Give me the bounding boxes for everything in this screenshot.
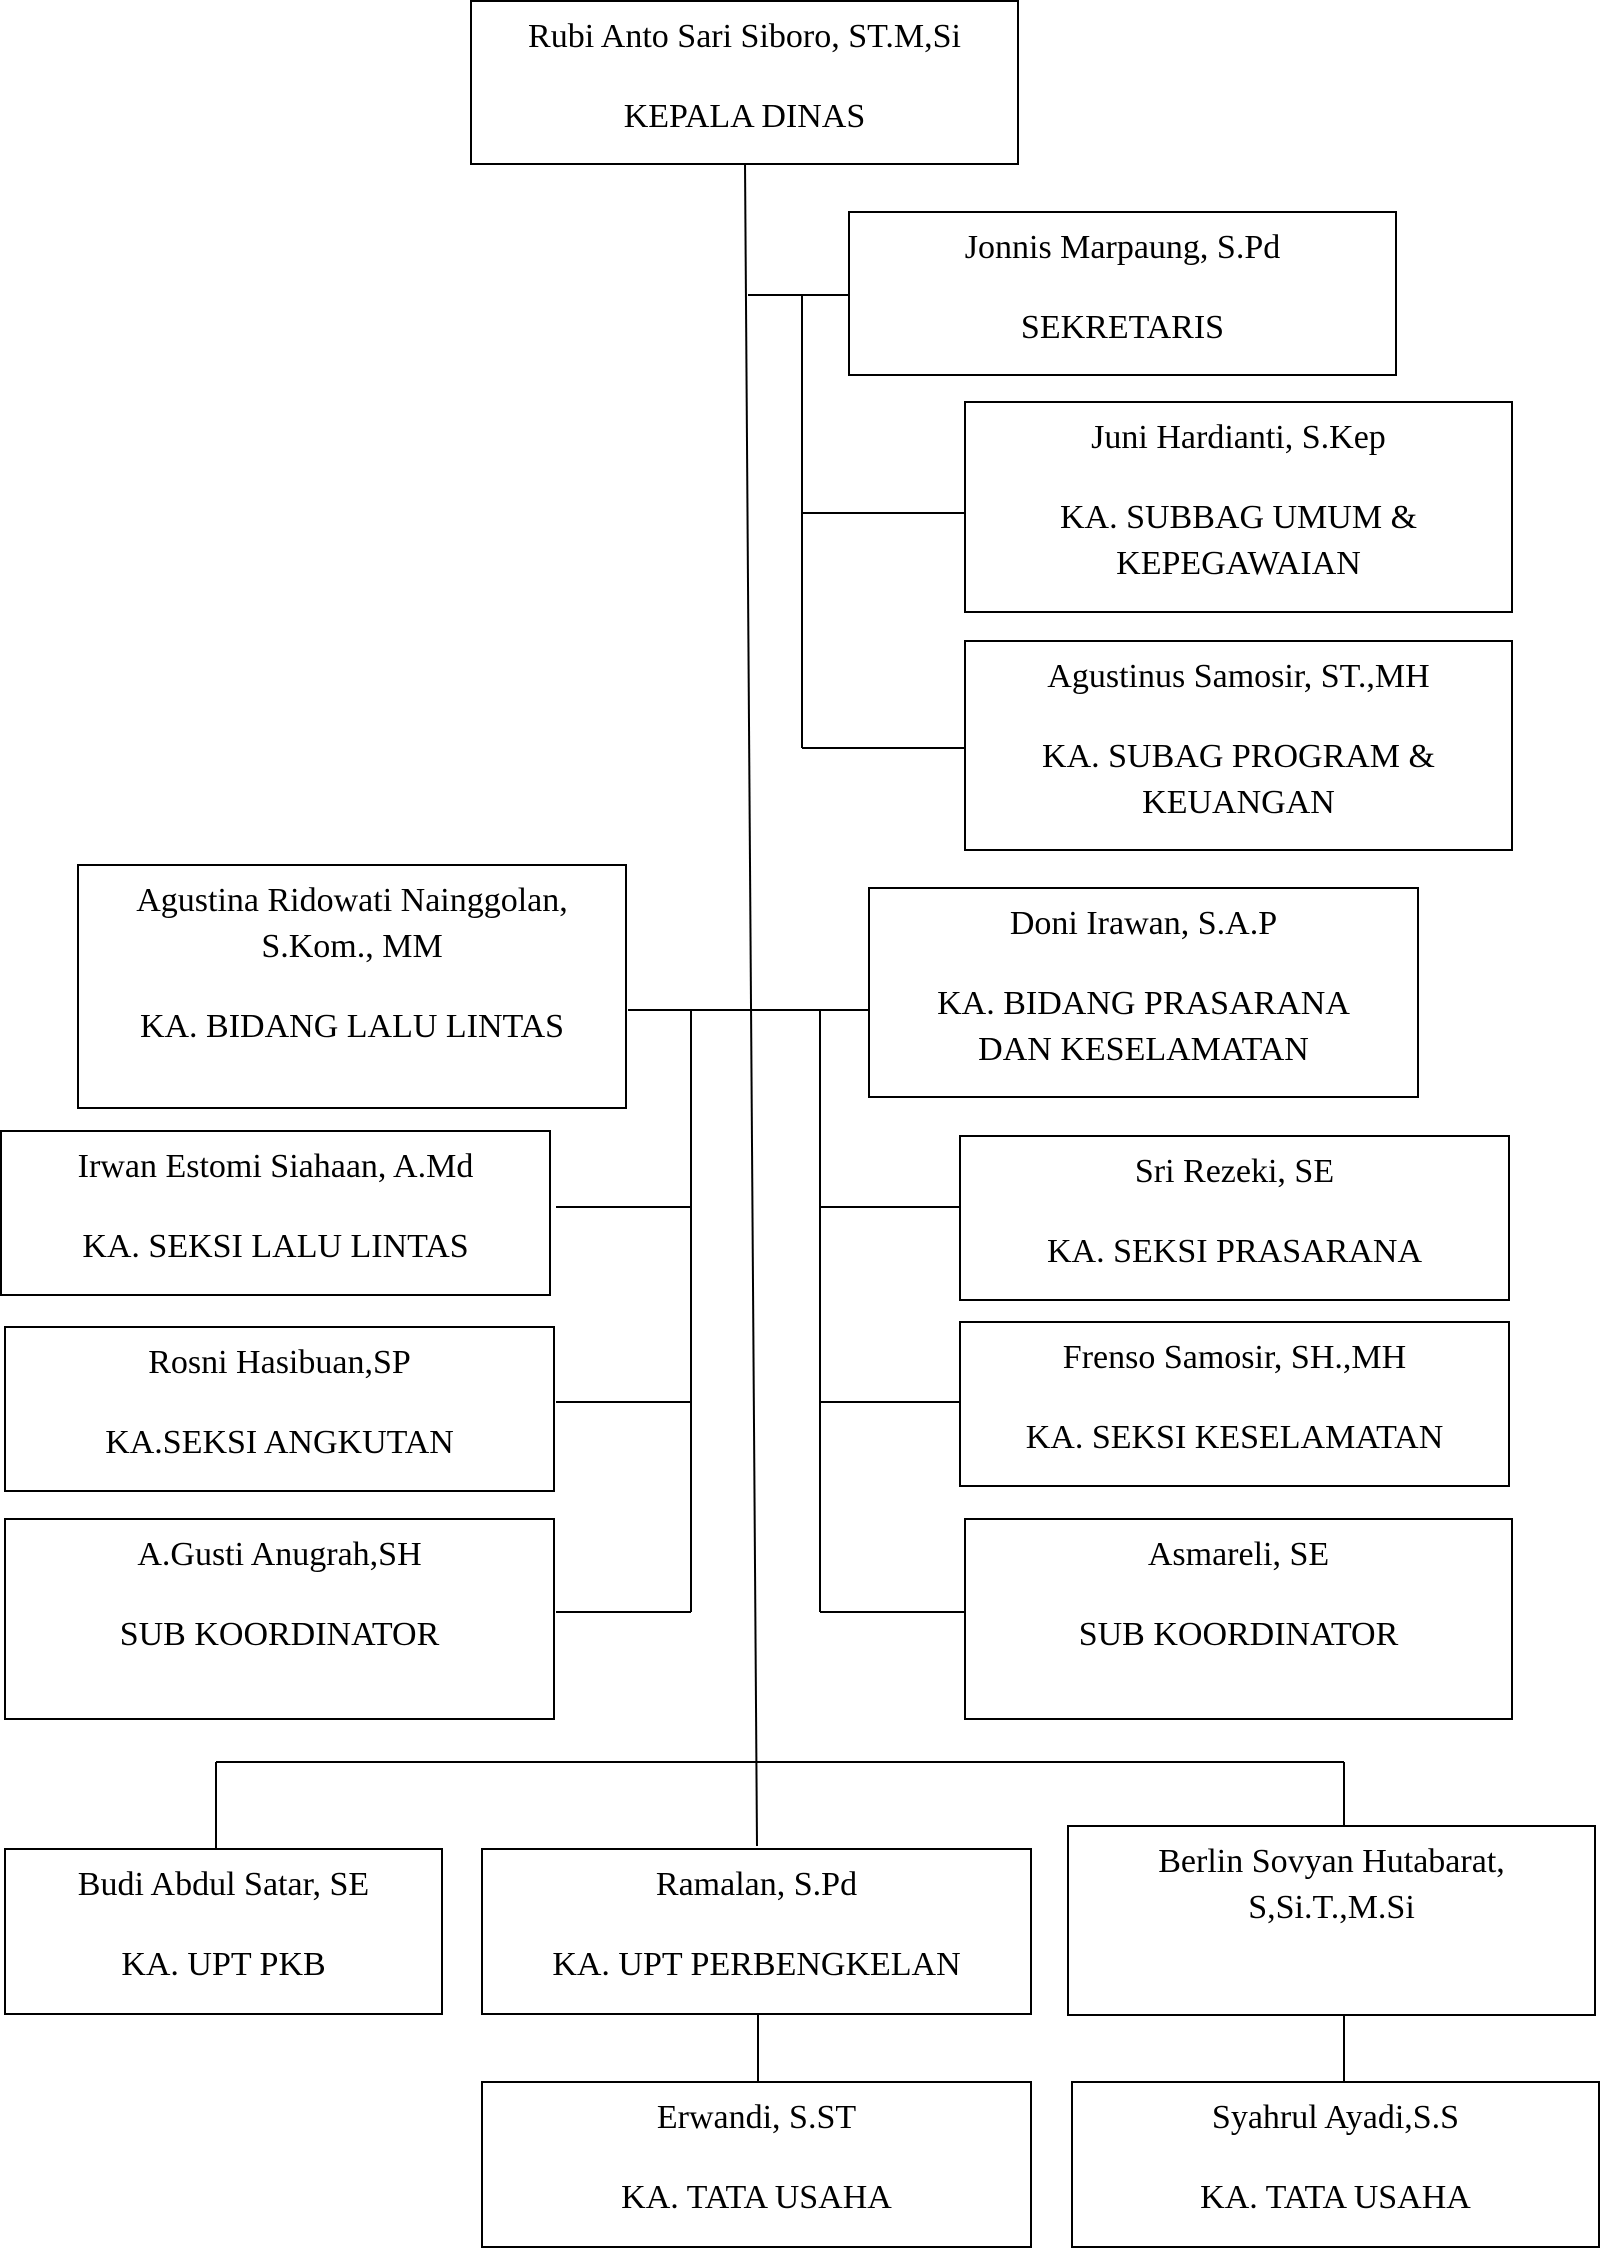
upt-perbengkelan-box [481, 1848, 1032, 2015]
seksi-angkutan-name: Rosni Hasibuan,SP [148, 1344, 411, 1381]
seksi-keselamatan-box [959, 1321, 1510, 1487]
upt-berlin-box [1067, 1825, 1596, 2016]
seksi-prasarana-box [959, 1135, 1510, 1301]
upt-perbengkelan-name: Ramalan, S.Pd [655, 1866, 858, 1903]
upt-berlin-name: Berlin Sovyan Hutabarat, [1158, 1843, 1505, 1880]
seksi-lalu-lintas-box [0, 1130, 551, 1296]
tata-usaha-2-role: KA. TATA USAHA [1200, 2179, 1471, 2216]
tata-usaha-2-name: Syahrul Ayadi,S.S [1211, 2099, 1460, 2136]
upt-berlin-name-line2: S,Si.T.,M.Si [1248, 1889, 1415, 1926]
kepala-dinas-box [470, 0, 1019, 165]
subbag-program-box [964, 640, 1513, 851]
kepala-dinas-name: Rubi Anto Sari Siboro, ST.M,Si [528, 18, 961, 55]
bidang-lalu-lintas-name-line2: S.Kom., MM [261, 928, 443, 965]
sub-koordinator-right-box [964, 1518, 1513, 1720]
seksi-angkutan-role: KA.SEKSI ANGKUTAN [105, 1424, 454, 1461]
upt-pkb-name: Budi Abdul Satar, SE [77, 1866, 370, 1903]
subbag-program-role-line2: KEUANGAN [1142, 784, 1335, 821]
tata-usaha-1-box [481, 2081, 1032, 2248]
subbag-umum-role: KA. SUBBAG UMUM & [1059, 499, 1418, 536]
sub-koordinator-right-role: SUB KOORDINATOR [1078, 1616, 1399, 1653]
upt-perbengkelan-role: KA. UPT PERBENGKELAN [552, 1946, 961, 1983]
bidang-lalu-lintas-role: KA. BIDANG LALU LINTAS [139, 1008, 565, 1045]
sekretaris-box [848, 211, 1397, 376]
sekretaris-role: SEKRETARIS [1020, 309, 1225, 346]
sub-koordinator-left-role: SUB KOORDINATOR [119, 1616, 440, 1653]
bidang-prasarana-name: Doni Irawan, S.A.P [1009, 905, 1278, 942]
bidang-prasarana-role: KA. BIDANG PRASARANA [937, 985, 1350, 1022]
seksi-prasarana-name: Sri Rezeki, SE [1134, 1153, 1335, 1190]
subbag-program-role: KA. SUBAG PROGRAM & [1042, 738, 1435, 775]
subbag-umum-box [964, 401, 1513, 613]
sub-koordinator-left-box [4, 1518, 555, 1720]
main-trunk-line [745, 163, 757, 1846]
seksi-prasarana-role: KA. SEKSI PRASARANA [1046, 1233, 1422, 1270]
subbag-program-name: Agustinus Samosir, ST.,MH [1047, 658, 1430, 695]
upt-pkb-box [4, 1848, 443, 2015]
bidang-lalu-lintas-name: Agustina Ridowati Nainggolan, [136, 882, 568, 919]
seksi-lalu-lintas-role: KA. SEKSI LALU LINTAS [82, 1228, 469, 1265]
sekretaris-name: Jonnis Marpaung, S.Pd [964, 229, 1281, 266]
upt-pkb-role: KA. UPT PKB [121, 1946, 326, 1983]
kepala-dinas-role: KEPALA DINAS [623, 98, 866, 135]
sub-koordinator-left-name: A.Gusti Anugrah,SH [137, 1536, 422, 1573]
subbag-umum-role-line2: KEPEGAWAIAN [1116, 545, 1361, 582]
seksi-keselamatan-role: KA. SEKSI KESELAMATAN [1025, 1419, 1444, 1456]
bidang-prasarana-role-line2: DAN KESELAMATAN [978, 1031, 1309, 1068]
bidang-lalu-lintas-box [77, 864, 627, 1109]
tata-usaha-1-role: KA. TATA USAHA [621, 2179, 892, 2216]
tata-usaha-2-box [1071, 2081, 1600, 2248]
seksi-keselamatan-name: Frenso Samosir, SH.,MH [1062, 1339, 1407, 1376]
subbag-umum-name: Juni Hardianti, S.Kep [1091, 419, 1386, 456]
tata-usaha-1-name: Erwandi, S.ST [656, 2099, 857, 2136]
sub-koordinator-right-name: Asmareli, SE [1147, 1536, 1330, 1573]
seksi-angkutan-box [4, 1326, 555, 1492]
bidang-prasarana-box [868, 887, 1419, 1098]
seksi-lalu-lintas-name: Irwan Estomi Siahaan, A.Md [77, 1148, 474, 1185]
